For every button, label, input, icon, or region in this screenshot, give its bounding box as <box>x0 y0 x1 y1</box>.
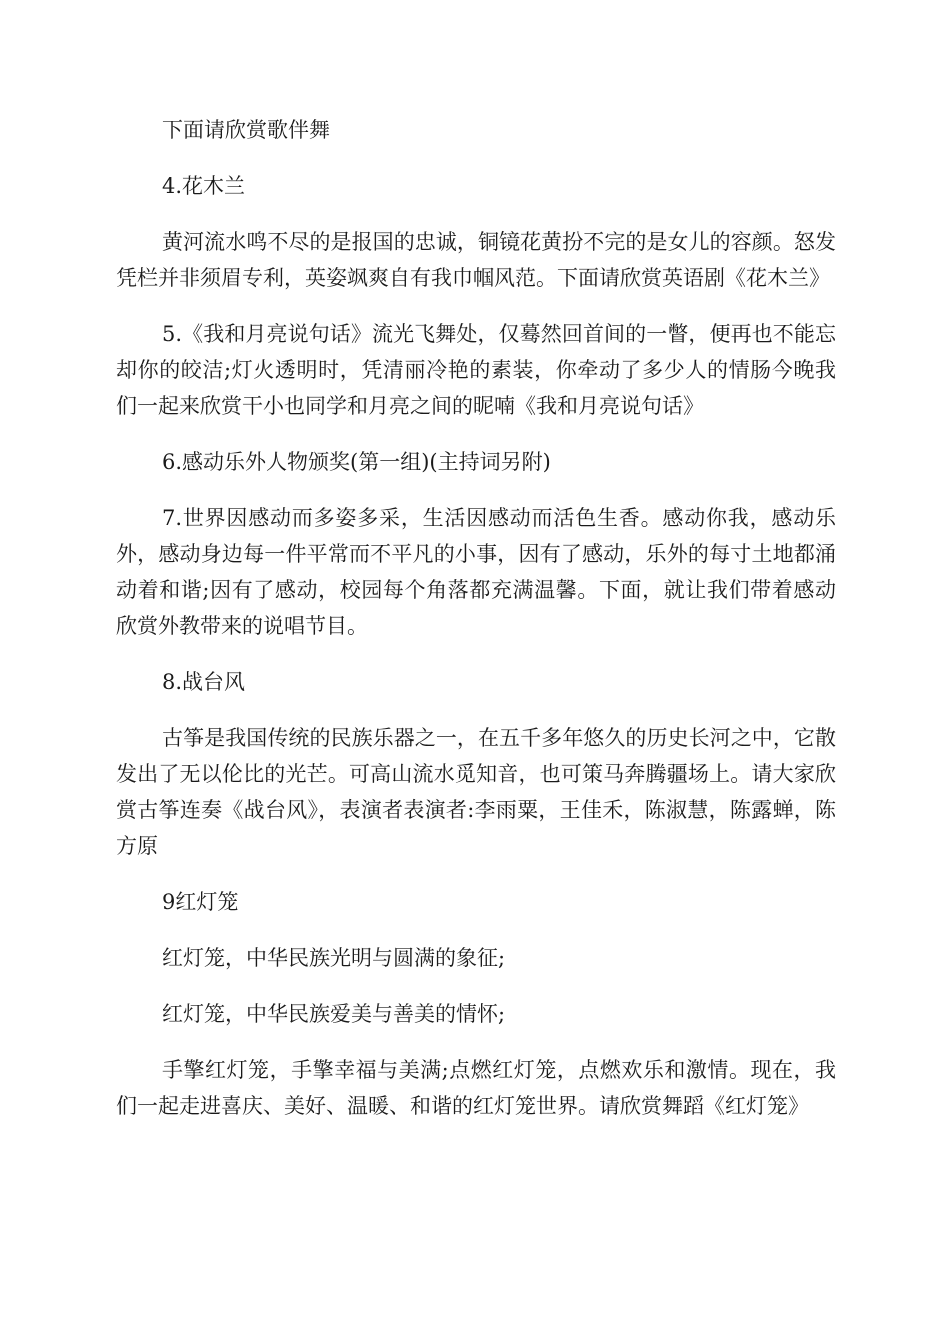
paragraph-item-5-moon: 5.《我和月亮说句话》流光飞舞处，仅蓦然回首间的一瞥，便再也不能忘却你的皎洁;灯火透明时，凭清丽冷艳的素装，你牵动了多少人的情肠今晚我们一起来欣赏干小也同学和月亮之间的昵喃《我和月亮说句话》 <box>116 322 836 418</box>
paragraph-lantern-1: 红灯笼，中华民族光明与圆满的象征; <box>162 946 506 970</box>
paragraph-lantern-2: 红灯笼，中华民族爱美与善美的情怀; <box>162 1002 506 1026</box>
paragraph-guzheng: 古筝是我国传统的民族乐器之一，在五千多年悠久的历史长河之中，它散发出了无以伦比的光芒。可高山流水觅知音，也可策马奔腾疆场上。请大家欣赏古筝连奏《战台风》，表演者表演者:李雨粟，王佳禾，陈淑慧，陈露蝉，陈方原 <box>116 726 836 858</box>
heading-item-9: 9红灯笼 <box>162 890 239 914</box>
paragraph-mulan: 黄河流水鸣不尽的是报国的忠诚，铜镜花黄扮不完的是女儿的容颜。怒发凭栏并非须眉专利，英姿飒爽自有我巾帼风范。下面请欣赏英语剧《花木兰》 <box>116 230 836 290</box>
paragraph-item-7-touched: 7.世界因感动而多姿多采，生活因感动而活色生香。感动你我，感动乐外，感动身边每一件平常而不平凡的小事，因有了感动，乐外的每寸土地都涌动着和谐;因有了感动，校园每个角落都充满温馨。下面，就让我们带着感动欣赏外教带来的说唱节目。 <box>116 506 836 638</box>
paragraph-intro-dance: 下面请欣赏歌伴舞 <box>162 118 330 142</box>
document-body <box>116 112 836 1144</box>
paragraph-lantern-3: 手擎红灯笼，手擎幸福与美满;点燃红灯笼，点燃欢乐和激情。现在，我们一起走进喜庆、美好、温暖、和谐的红灯笼世界。请欣赏舞蹈《红灯笼》 <box>116 1058 836 1118</box>
heading-item-8: 8.战台风 <box>162 670 246 694</box>
heading-item-6: 6.感动乐外人物颁奖(第一组)(主持词另附) <box>162 450 551 474</box>
heading-item-4: 4.花木兰 <box>162 174 246 198</box>
